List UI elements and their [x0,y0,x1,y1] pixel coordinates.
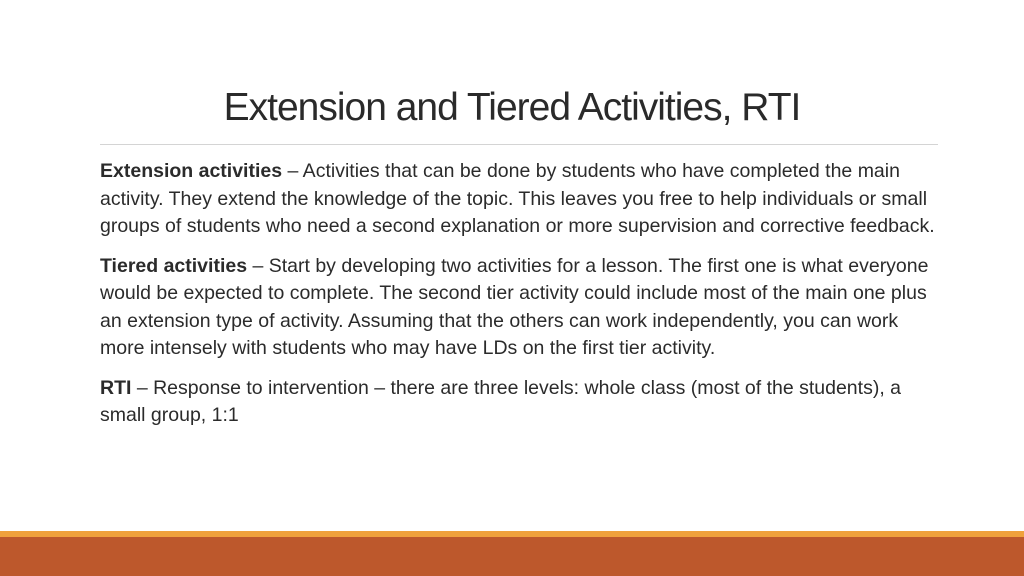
footer-bar [0,537,1024,576]
definition-rti: – Response to intervention – there are three levels: whole class (most of the students), a small group, 1:1 [100,376,901,426]
paragraph-rti [100,375,940,430]
definition-tiered-activities: – Start by developing two activities for a lesson. The first one is what everyone would be expected to complete. The second tier activity could include most of the main one plus an extension type of activity. Assuming that the others can work independently, you can work more intensely with students who may have LDs on the first tier activity. [100,254,929,359]
paragraph-extension-activities [100,158,940,241]
slide-body [100,158,940,442]
term-tiered-activities: Tiered activities [100,254,248,277]
slide-title: Extension and Tiered Activities, RTI [223,86,801,129]
title-divider [100,144,938,145]
term-rti: RTI [100,376,132,399]
definition-extension-activities: – Activities that can be done by students who have completed the main activity. They extend the knowledge of the topic. This leaves you free to help individuals or small groups of students who need a second explanation or more supervision and corrective feedback. [100,160,935,237]
term-extension-activities: Extension activities [100,160,283,182]
paragraph-tiered-activities [100,253,940,363]
